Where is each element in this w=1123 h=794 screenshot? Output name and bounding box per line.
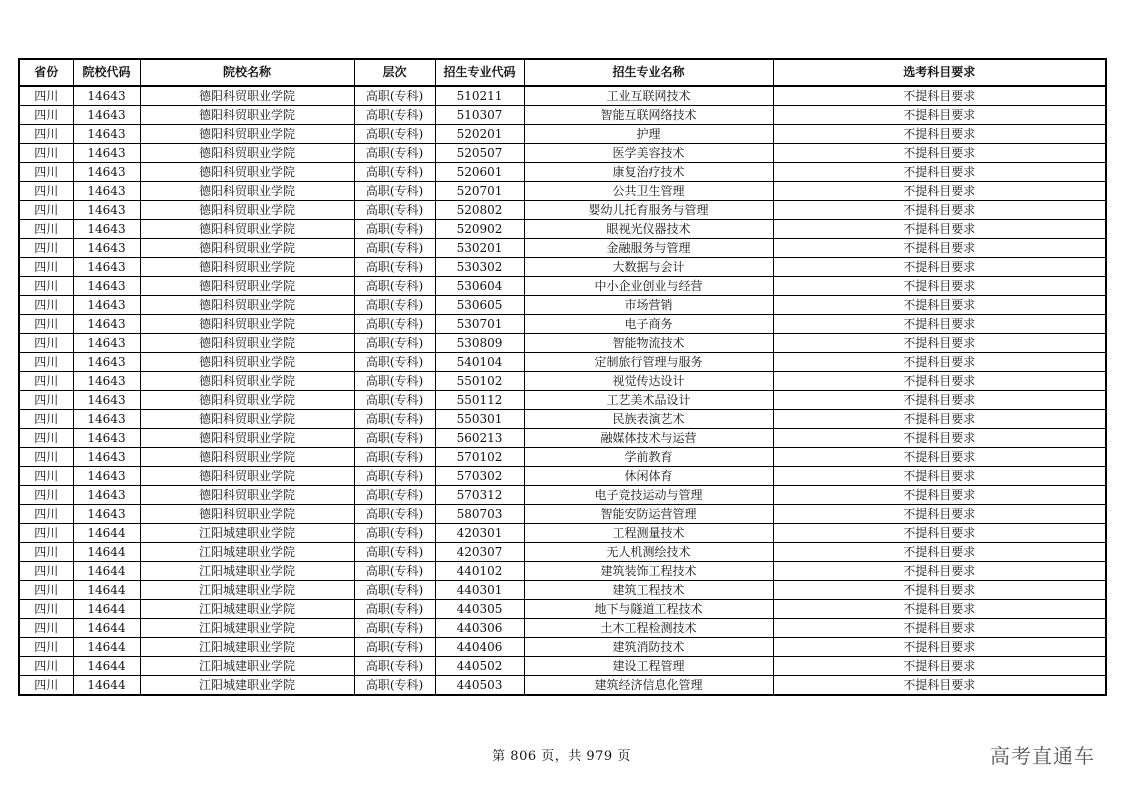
cell-province: 四川 <box>19 676 73 696</box>
cell-level: 高职(专科) <box>354 106 435 125</box>
watermark-logo: 高考直通车 <box>990 744 1095 768</box>
cell-major-name: 电子竞技运动与管理 <box>524 486 773 505</box>
cell-major-code: 530201 <box>435 239 524 258</box>
cell-province: 四川 <box>19 505 73 524</box>
cell-school-code: 14643 <box>73 163 140 182</box>
cell-school-name: 德阳科贸职业学院 <box>140 429 354 448</box>
table-row <box>19 619 1106 638</box>
cell-subject-requirement: 不提科目要求 <box>773 486 1106 505</box>
cell-school-code: 14643 <box>73 410 140 429</box>
page-number: 第 806 页，共 979 页 <box>492 749 631 764</box>
cell-major-code: 420307 <box>435 543 524 562</box>
cell-school-code: 14643 <box>73 277 140 296</box>
cell-school-name: 江阳城建职业学院 <box>140 581 354 600</box>
cell-school-name: 德阳科贸职业学院 <box>140 125 354 144</box>
cell-province: 四川 <box>19 410 73 429</box>
cell-school-code: 14643 <box>73 448 140 467</box>
cell-school-name: 德阳科贸职业学院 <box>140 201 354 220</box>
cell-major-code: 540104 <box>435 353 524 372</box>
cell-school-code: 14644 <box>73 524 140 543</box>
cell-subject-requirement: 不提科目要求 <box>773 429 1106 448</box>
cell-subject-requirement: 不提科目要求 <box>773 277 1106 296</box>
cell-major-name: 工艺美术品设计 <box>524 391 773 410</box>
cell-school-name: 德阳科贸职业学院 <box>140 334 354 353</box>
cell-major-name: 医学美容技术 <box>524 144 773 163</box>
table-row <box>19 524 1106 543</box>
cell-major-code: 510211 <box>435 86 524 106</box>
cell-school-name: 德阳科贸职业学院 <box>140 106 354 125</box>
cell-subject-requirement: 不提科目要求 <box>773 676 1106 696</box>
cell-province: 四川 <box>19 524 73 543</box>
cell-level: 高职(专科) <box>354 467 435 486</box>
cell-school-code: 14644 <box>73 600 140 619</box>
table-row <box>19 334 1106 353</box>
table-row <box>19 277 1106 296</box>
table-row <box>19 562 1106 581</box>
cell-major-code: 440503 <box>435 676 524 696</box>
cell-school-name: 德阳科贸职业学院 <box>140 163 354 182</box>
cell-major-name: 视觉传达设计 <box>524 372 773 391</box>
cell-level: 高职(专科) <box>354 581 435 600</box>
table-row <box>19 353 1106 372</box>
cell-level: 高职(专科) <box>354 201 435 220</box>
cell-school-name: 江阳城建职业学院 <box>140 562 354 581</box>
cell-school-code: 14643 <box>73 220 140 239</box>
cell-subject-requirement: 不提科目要求 <box>773 619 1106 638</box>
cell-province: 四川 <box>19 638 73 657</box>
cell-level: 高职(专科) <box>354 676 435 696</box>
header-school-code: 院校代码 <box>73 59 140 86</box>
cell-major-name: 建设工程管理 <box>524 657 773 676</box>
cell-major-code: 580703 <box>435 505 524 524</box>
table-row <box>19 486 1106 505</box>
cell-subject-requirement: 不提科目要求 <box>773 410 1106 429</box>
cell-school-code: 14643 <box>73 201 140 220</box>
header-major-code: 招生专业代码 <box>435 59 524 86</box>
cell-level: 高职(专科) <box>354 86 435 106</box>
cell-province: 四川 <box>19 391 73 410</box>
cell-major-code: 560213 <box>435 429 524 448</box>
table-row <box>19 467 1106 486</box>
cell-school-name: 德阳科贸职业学院 <box>140 182 354 201</box>
table-row <box>19 106 1106 125</box>
cell-major-name: 大数据与会计 <box>524 258 773 277</box>
cell-school-code: 14644 <box>73 676 140 696</box>
cell-school-name: 江阳城建职业学院 <box>140 638 354 657</box>
cell-level: 高职(专科) <box>354 220 435 239</box>
cell-province: 四川 <box>19 619 73 638</box>
cell-major-code: 570102 <box>435 448 524 467</box>
cell-level: 高职(专科) <box>354 315 435 334</box>
cell-province: 四川 <box>19 486 73 505</box>
cell-school-code: 14644 <box>73 638 140 657</box>
cell-level: 高职(专科) <box>354 638 435 657</box>
cell-school-code: 14643 <box>73 239 140 258</box>
cell-major-name: 建筑经济信息化管理 <box>524 676 773 696</box>
cell-major-code: 520902 <box>435 220 524 239</box>
cell-province: 四川 <box>19 201 73 220</box>
table-row <box>19 676 1106 696</box>
cell-subject-requirement: 不提科目要求 <box>773 125 1106 144</box>
cell-subject-requirement: 不提科目要求 <box>773 106 1106 125</box>
table-row <box>19 258 1106 277</box>
cell-level: 高职(专科) <box>354 562 435 581</box>
table-row <box>19 201 1106 220</box>
table-row <box>19 296 1106 315</box>
cell-school-code: 14643 <box>73 486 140 505</box>
cell-school-code: 14643 <box>73 144 140 163</box>
cell-subject-requirement: 不提科目要求 <box>773 505 1106 524</box>
cell-subject-requirement: 不提科目要求 <box>773 657 1106 676</box>
cell-school-code: 14643 <box>73 125 140 144</box>
cell-subject-requirement: 不提科目要求 <box>773 372 1106 391</box>
cell-subject-requirement: 不提科目要求 <box>773 334 1106 353</box>
cell-level: 高职(专科) <box>354 277 435 296</box>
cell-school-name: 德阳科贸职业学院 <box>140 486 354 505</box>
cell-school-code: 14643 <box>73 429 140 448</box>
cell-major-name: 工程测量技术 <box>524 524 773 543</box>
cell-major-code: 570312 <box>435 486 524 505</box>
cell-school-name: 德阳科贸职业学院 <box>140 410 354 429</box>
cell-level: 高职(专科) <box>354 182 435 201</box>
table-row <box>19 220 1106 239</box>
cell-major-name: 地下与隧道工程技术 <box>524 600 773 619</box>
cell-major-code: 530302 <box>435 258 524 277</box>
cell-major-name: 智能安防运营管理 <box>524 505 773 524</box>
cell-major-name: 融媒体技术与运营 <box>524 429 773 448</box>
cell-province: 四川 <box>19 315 73 334</box>
cell-major-code: 530701 <box>435 315 524 334</box>
cell-school-code: 14643 <box>73 334 140 353</box>
cell-subject-requirement: 不提科目要求 <box>773 391 1106 410</box>
cell-major-name: 婴幼儿托育服务与管理 <box>524 201 773 220</box>
cell-major-code: 520507 <box>435 144 524 163</box>
table-row <box>19 657 1106 676</box>
table-header-row <box>19 59 1106 86</box>
cell-province: 四川 <box>19 144 73 163</box>
cell-level: 高职(专科) <box>354 239 435 258</box>
cell-level: 高职(专科) <box>354 125 435 144</box>
cell-level: 高职(专科) <box>354 372 435 391</box>
cell-major-code: 440306 <box>435 619 524 638</box>
cell-level: 高职(专科) <box>354 524 435 543</box>
cell-school-name: 江阳城建职业学院 <box>140 524 354 543</box>
cell-level: 高职(专科) <box>354 163 435 182</box>
table-row <box>19 391 1106 410</box>
header-major-name: 招生专业名称 <box>524 59 773 86</box>
cell-major-name: 智能互联网络技术 <box>524 106 773 125</box>
cell-level: 高职(专科) <box>354 543 435 562</box>
table-row <box>19 429 1106 448</box>
cell-major-code: 510307 <box>435 106 524 125</box>
cell-school-code: 14643 <box>73 505 140 524</box>
cell-major-name: 护理 <box>524 125 773 144</box>
cell-school-name: 德阳科贸职业学院 <box>140 505 354 524</box>
cell-level: 高职(专科) <box>354 391 435 410</box>
header-subject-requirement: 选考科目要求 <box>773 59 1106 86</box>
cell-school-code: 14643 <box>73 391 140 410</box>
cell-school-name: 德阳科贸职业学院 <box>140 296 354 315</box>
cell-level: 高职(专科) <box>354 600 435 619</box>
cell-school-name: 德阳科贸职业学院 <box>140 448 354 467</box>
cell-province: 四川 <box>19 429 73 448</box>
cell-school-code: 14643 <box>73 467 140 486</box>
table-row <box>19 86 1106 106</box>
cell-level: 高职(专科) <box>354 258 435 277</box>
cell-major-code: 550112 <box>435 391 524 410</box>
cell-province: 四川 <box>19 125 73 144</box>
cell-subject-requirement: 不提科目要求 <box>773 163 1106 182</box>
cell-school-code: 14643 <box>73 372 140 391</box>
table-row <box>19 239 1106 258</box>
cell-major-code: 440406 <box>435 638 524 657</box>
cell-subject-requirement: 不提科目要求 <box>773 86 1106 106</box>
cell-province: 四川 <box>19 163 73 182</box>
cell-province: 四川 <box>19 86 73 106</box>
cell-major-name: 建筑装饰工程技术 <box>524 562 773 581</box>
header-school-name: 院校名称 <box>140 59 354 86</box>
cell-school-name: 德阳科贸职业学院 <box>140 144 354 163</box>
header-province: 省份 <box>19 59 73 86</box>
cell-level: 高职(专科) <box>354 296 435 315</box>
cell-province: 四川 <box>19 258 73 277</box>
cell-level: 高职(专科) <box>354 410 435 429</box>
cell-major-name: 建筑工程技术 <box>524 581 773 600</box>
cell-major-name: 民族表演艺术 <box>524 410 773 429</box>
cell-school-name: 江阳城建职业学院 <box>140 657 354 676</box>
cell-subject-requirement: 不提科目要求 <box>773 220 1106 239</box>
cell-level: 高职(专科) <box>354 334 435 353</box>
cell-subject-requirement: 不提科目要求 <box>773 543 1106 562</box>
cell-province: 四川 <box>19 106 73 125</box>
table-row <box>19 600 1106 619</box>
table-row <box>19 372 1106 391</box>
cell-level: 高职(专科) <box>354 448 435 467</box>
admission-table <box>18 58 1107 696</box>
cell-major-code: 530605 <box>435 296 524 315</box>
cell-province: 四川 <box>19 543 73 562</box>
cell-subject-requirement: 不提科目要求 <box>773 239 1106 258</box>
cell-school-code: 14644 <box>73 619 140 638</box>
cell-major-code: 420301 <box>435 524 524 543</box>
cell-school-name: 德阳科贸职业学院 <box>140 391 354 410</box>
table-row <box>19 448 1106 467</box>
cell-province: 四川 <box>19 372 73 391</box>
cell-school-name: 德阳科贸职业学院 <box>140 239 354 258</box>
table-row <box>19 638 1106 657</box>
cell-subject-requirement: 不提科目要求 <box>773 562 1106 581</box>
cell-school-code: 14644 <box>73 562 140 581</box>
cell-major-name: 休闲体育 <box>524 467 773 486</box>
table-row <box>19 543 1106 562</box>
cell-school-name: 江阳城建职业学院 <box>140 619 354 638</box>
cell-major-name: 公共卫生管理 <box>524 182 773 201</box>
cell-province: 四川 <box>19 277 73 296</box>
cell-major-code: 440502 <box>435 657 524 676</box>
cell-province: 四川 <box>19 600 73 619</box>
cell-major-name: 无人机测绘技术 <box>524 543 773 562</box>
cell-province: 四川 <box>19 467 73 486</box>
cell-level: 高职(专科) <box>354 657 435 676</box>
cell-school-code: 14644 <box>73 581 140 600</box>
cell-level: 高职(专科) <box>354 505 435 524</box>
table-row <box>19 125 1106 144</box>
cell-major-code: 530809 <box>435 334 524 353</box>
cell-school-name: 德阳科贸职业学院 <box>140 258 354 277</box>
table-body <box>19 86 1106 695</box>
cell-major-name: 金融服务与管理 <box>524 239 773 258</box>
cell-major-name: 智能物流技术 <box>524 334 773 353</box>
cell-major-name: 工业互联网技术 <box>524 86 773 106</box>
cell-subject-requirement: 不提科目要求 <box>773 600 1106 619</box>
cell-province: 四川 <box>19 657 73 676</box>
cell-province: 四川 <box>19 220 73 239</box>
cell-province: 四川 <box>19 182 73 201</box>
header-level: 层次 <box>354 59 435 86</box>
cell-school-code: 14644 <box>73 543 140 562</box>
cell-major-code: 440305 <box>435 600 524 619</box>
cell-level: 高职(专科) <box>354 486 435 505</box>
cell-major-code: 520802 <box>435 201 524 220</box>
cell-major-name: 康复治疗技术 <box>524 163 773 182</box>
cell-level: 高职(专科) <box>354 144 435 163</box>
table-row <box>19 505 1106 524</box>
cell-province: 四川 <box>19 581 73 600</box>
cell-province: 四川 <box>19 448 73 467</box>
cell-level: 高职(专科) <box>354 619 435 638</box>
cell-major-code: 520601 <box>435 163 524 182</box>
cell-major-name: 定制旅行管理与服务 <box>524 353 773 372</box>
cell-school-name: 江阳城建职业学院 <box>140 600 354 619</box>
cell-province: 四川 <box>19 353 73 372</box>
cell-school-code: 14643 <box>73 86 140 106</box>
cell-province: 四川 <box>19 334 73 353</box>
table-row <box>19 581 1106 600</box>
cell-province: 四川 <box>19 562 73 581</box>
cell-school-code: 14643 <box>73 106 140 125</box>
cell-subject-requirement: 不提科目要求 <box>773 182 1106 201</box>
cell-province: 四川 <box>19 239 73 258</box>
cell-major-code: 570302 <box>435 467 524 486</box>
table-row <box>19 144 1106 163</box>
cell-subject-requirement: 不提科目要求 <box>773 448 1106 467</box>
cell-subject-requirement: 不提科目要求 <box>773 315 1106 334</box>
cell-school-code: 14643 <box>73 315 140 334</box>
cell-subject-requirement: 不提科目要求 <box>773 581 1106 600</box>
cell-school-code: 14643 <box>73 258 140 277</box>
cell-province: 四川 <box>19 296 73 315</box>
cell-school-name: 德阳科贸职业学院 <box>140 372 354 391</box>
table-row <box>19 315 1106 334</box>
cell-school-code: 14643 <box>73 182 140 201</box>
cell-major-name: 电子商务 <box>524 315 773 334</box>
cell-subject-requirement: 不提科目要求 <box>773 638 1106 657</box>
cell-major-code: 550102 <box>435 372 524 391</box>
admission-table-container <box>18 58 1105 696</box>
cell-major-name: 学前教育 <box>524 448 773 467</box>
cell-school-code: 14644 <box>73 657 140 676</box>
cell-subject-requirement: 不提科目要求 <box>773 144 1106 163</box>
cell-school-name: 江阳城建职业学院 <box>140 676 354 696</box>
cell-subject-requirement: 不提科目要求 <box>773 467 1106 486</box>
cell-level: 高职(专科) <box>354 353 435 372</box>
cell-major-name: 眼视光仪器技术 <box>524 220 773 239</box>
cell-major-code: 550301 <box>435 410 524 429</box>
cell-subject-requirement: 不提科目要求 <box>773 201 1106 220</box>
cell-level: 高职(专科) <box>354 429 435 448</box>
cell-major-code: 440102 <box>435 562 524 581</box>
cell-school-name: 德阳科贸职业学院 <box>140 467 354 486</box>
cell-major-name: 土木工程检测技术 <box>524 619 773 638</box>
table-row <box>19 410 1106 429</box>
cell-school-name: 德阳科贸职业学院 <box>140 220 354 239</box>
cell-school-name: 江阳城建职业学院 <box>140 543 354 562</box>
cell-major-code: 530604 <box>435 277 524 296</box>
cell-school-name: 德阳科贸职业学院 <box>140 315 354 334</box>
cell-school-name: 德阳科贸职业学院 <box>140 86 354 106</box>
cell-major-name: 建筑消防技术 <box>524 638 773 657</box>
table-row <box>19 182 1106 201</box>
cell-subject-requirement: 不提科目要求 <box>773 353 1106 372</box>
cell-major-code: 440301 <box>435 581 524 600</box>
cell-major-code: 520201 <box>435 125 524 144</box>
cell-school-name: 德阳科贸职业学院 <box>140 353 354 372</box>
cell-subject-requirement: 不提科目要求 <box>773 258 1106 277</box>
cell-subject-requirement: 不提科目要求 <box>773 296 1106 315</box>
cell-school-code: 14643 <box>73 353 140 372</box>
cell-subject-requirement: 不提科目要求 <box>773 524 1106 543</box>
cell-school-code: 14643 <box>73 296 140 315</box>
cell-school-name: 德阳科贸职业学院 <box>140 277 354 296</box>
cell-major-name: 市场营销 <box>524 296 773 315</box>
cell-major-code: 520701 <box>435 182 524 201</box>
cell-major-name: 中小企业创业与经营 <box>524 277 773 296</box>
table-row <box>19 163 1106 182</box>
